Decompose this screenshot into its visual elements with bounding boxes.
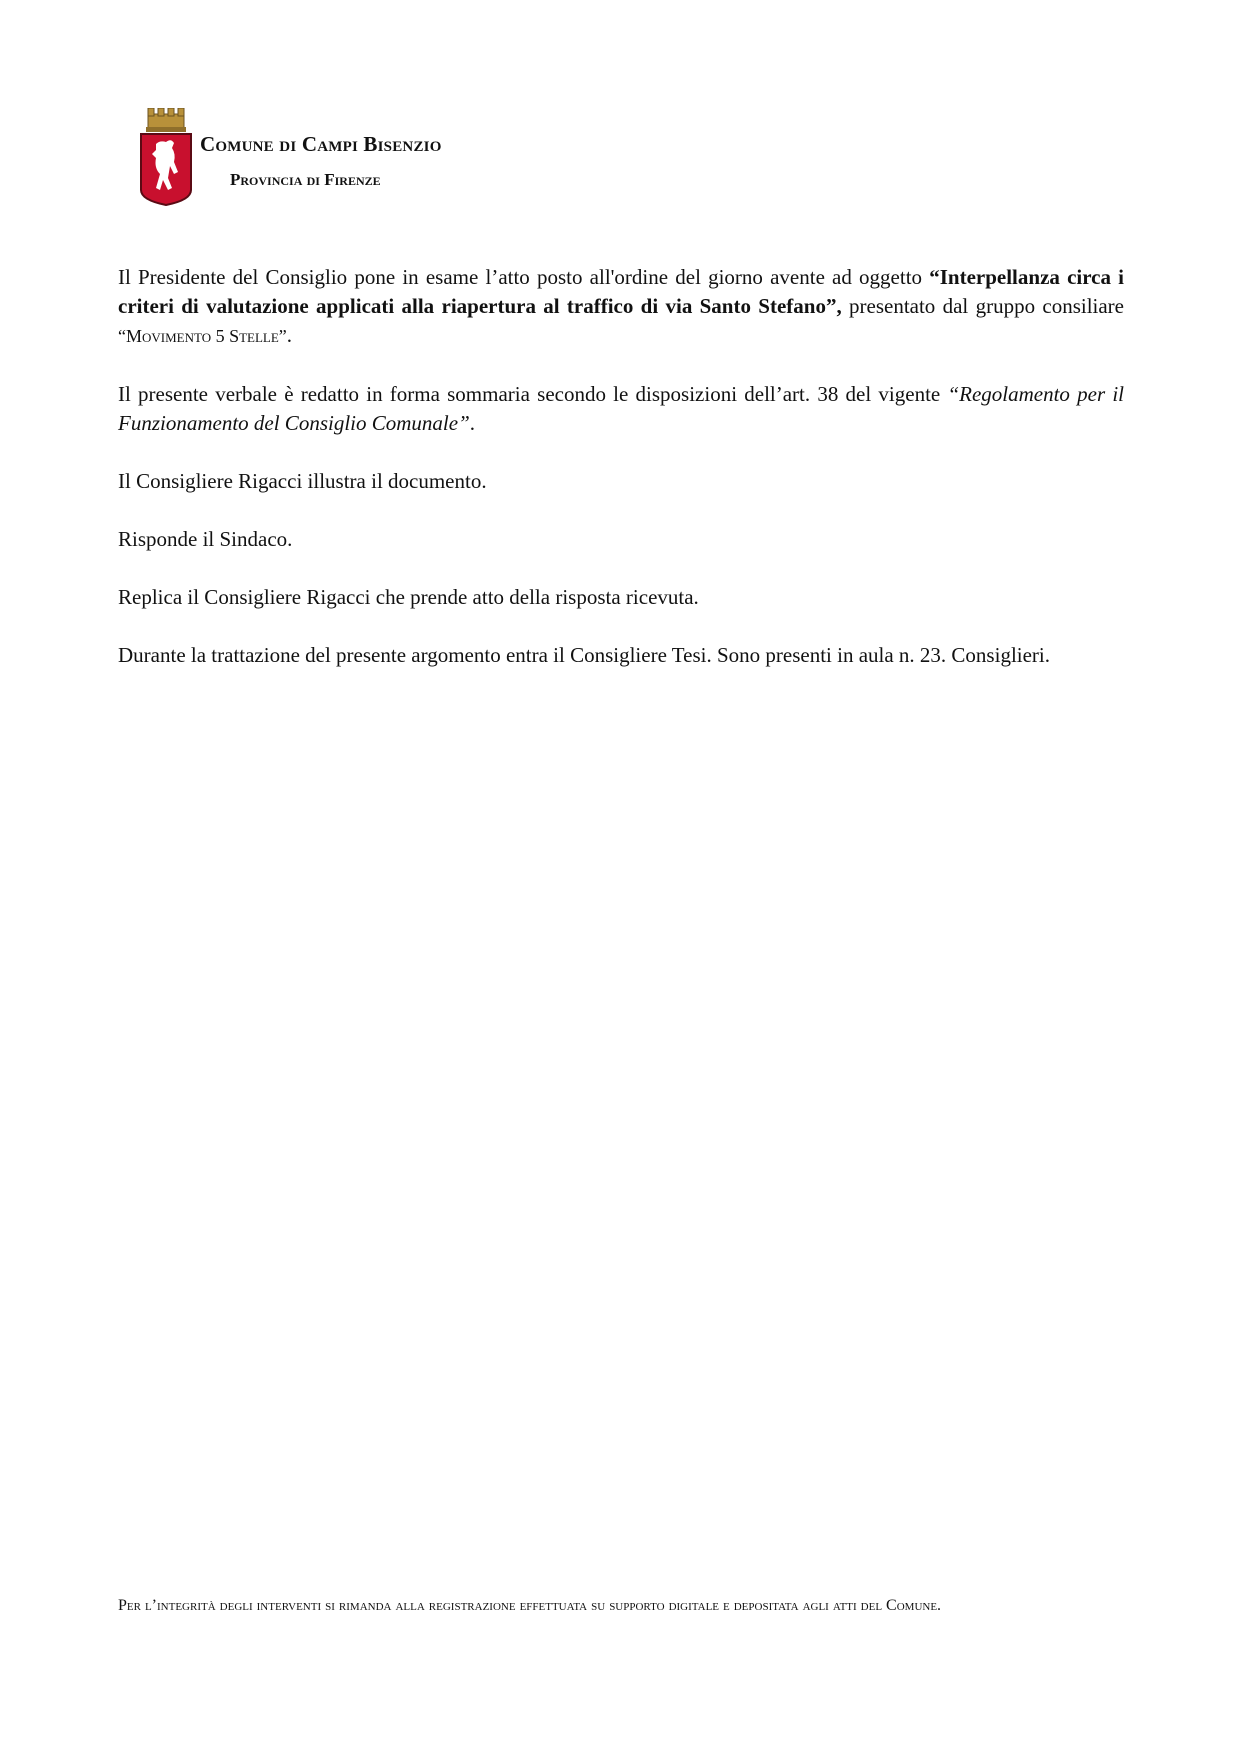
minutes-body: [118, 263, 1124, 699]
paragraph-illustration: Il Consigliere Rigacci illustra il documento.: [118, 469, 487, 493]
org-province: Provincia di Firenze: [230, 170, 381, 189]
footer-note: Per l’integrità degli interventi si rimanda alla registrazione effettuata su supporto digitale e depositata agli atti del Comune.: [118, 1597, 942, 1614]
p1-middle: presentato dal gruppo consiliare: [841, 294, 1125, 318]
p2-intro: Il presente verbale è redatto in forma sommaria secondo le disposizioni dell’art. 38 del vigente: [118, 382, 948, 406]
p2-regulation: “Regolamento per il Funzionamento del Consiglio Comunale”: [118, 382, 1124, 435]
p2-end: .: [469, 411, 475, 435]
municipal-crest-logo: [138, 108, 194, 206]
p1-group: “Movimento 5 Stelle”: [118, 326, 287, 346]
p1-intro: Il Presidente del Consiglio pone in esame l’atto posto all'ordine del giorno avente ad oggetto: [118, 265, 930, 289]
paragraph-minutes-note: [118, 380, 1124, 438]
paragraph-attendance: Durante la trattazione del presente argomento entra il Consigliere Tesi. Sono presenti in aula n. 23. Consiglieri.: [118, 643, 1051, 667]
p1-subject: “Interpellanza circa i criteri di valutazione applicati alla riapertura al traffico di via Santo Stefano”,: [118, 265, 1124, 318]
p1-end: .: [286, 323, 293, 347]
paragraph-councillor-rebuttal: Replica il Consigliere Rigacci che prende atto della risposta ricevuta.: [118, 585, 699, 609]
org-name: Comune di Campi Bisenzio: [200, 132, 442, 156]
paragraph-mayor-reply: Risponde il Sindaco.: [118, 527, 293, 551]
letterhead: [138, 108, 658, 208]
paragraph-agenda-item: [118, 263, 1124, 351]
